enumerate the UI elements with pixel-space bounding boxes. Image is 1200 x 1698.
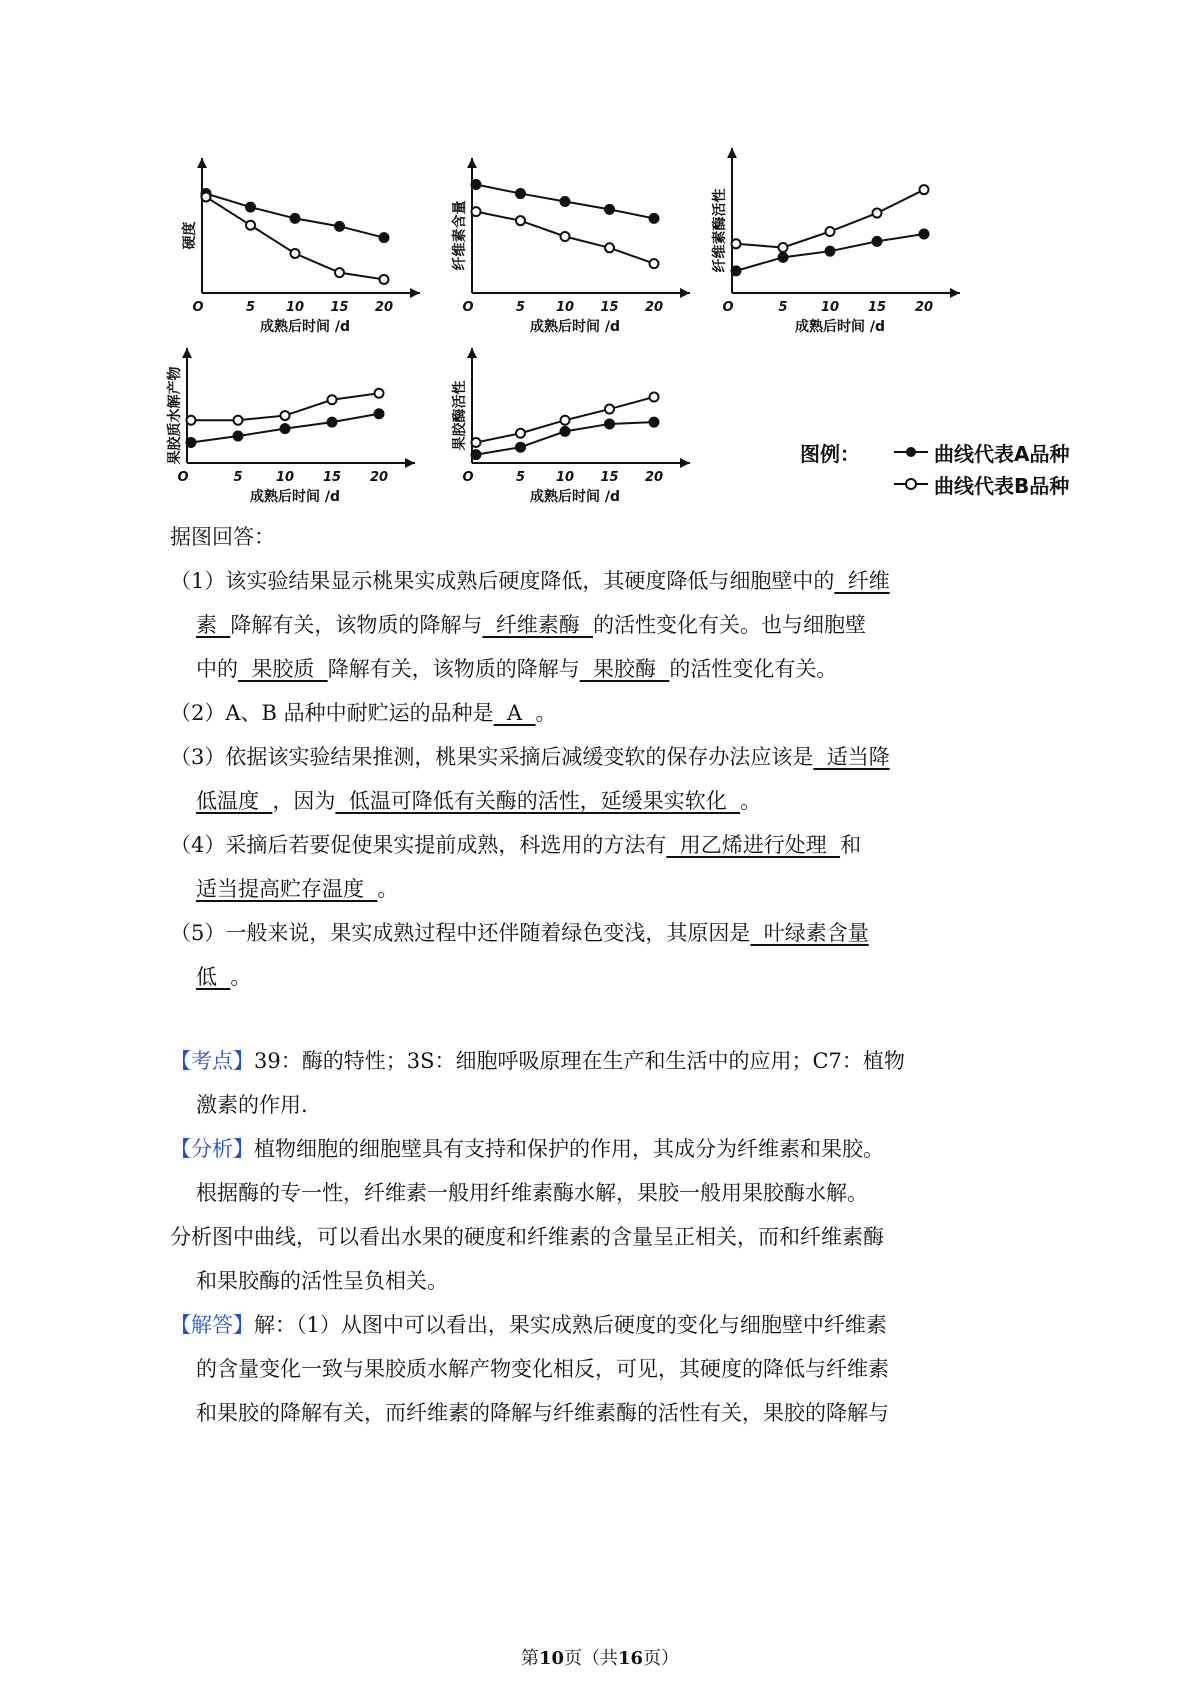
tick-label: 10 (275, 470, 295, 485)
x-axis-label: 成熟后时间 /d (529, 319, 621, 335)
tick-label: 20 (644, 300, 664, 315)
tick-label: 10 (820, 300, 840, 315)
data-point-a (187, 438, 196, 447)
x-axis-label: 成熟后时间 /d (794, 319, 886, 335)
tick-label: 10 (555, 300, 575, 315)
tick-label-origin: O (177, 470, 189, 485)
data-point-a (234, 432, 243, 441)
data-point-b (605, 405, 614, 414)
tick-label: 5 (515, 470, 526, 485)
data-point-a (281, 424, 290, 433)
tick-label: 5 (245, 300, 256, 315)
x-axis-label: 成熟后时间 /d (529, 489, 621, 505)
data-point-b (472, 207, 481, 216)
fenxi-tag: 【分析】 (170, 1137, 254, 1161)
y-axis-label: 果胶酶活性 (452, 380, 468, 451)
data-point-b (472, 438, 481, 447)
legend-filled-dot-icon (894, 445, 928, 459)
data-point-a (605, 205, 614, 214)
fenxi-line2: 根据酶的专一性，纤维素一般用纤维素酶水解，果胶一般用果胶酶水解。 (196, 1181, 868, 1205)
legend-open-dot-icon (894, 477, 928, 491)
data-point-a (650, 214, 659, 223)
data-point-b (826, 227, 835, 236)
y-axis-arrow-icon (467, 348, 477, 358)
jieda-line3: 和果胶的降解有关，而纤维素的降解与纤维素酶的活性有关，果胶的降解与 (196, 1401, 889, 1425)
tick-label-origin: O (462, 300, 474, 315)
q4-line1: （4）采摘后若要促使果实提前成熟，科选用的方法有 用乙烯进行处理 和 (170, 833, 862, 857)
data-point-a (375, 409, 384, 418)
x-axis-arrow-icon (680, 458, 690, 468)
data-point-b (561, 232, 570, 241)
data-point-b (291, 249, 300, 258)
data-point-b (375, 389, 384, 398)
jieda-line2: 的含量变化一致与果胶质水解产物变化相反，可见，其硬度的降低与纤维素 (196, 1357, 889, 1381)
data-point-b (650, 259, 659, 268)
tick-label: 10 (285, 300, 305, 315)
q2-line: （2）A、B 品种中耐贮运的品种是 A 。 (170, 701, 557, 725)
data-point-a (561, 197, 570, 206)
data-point-a (605, 419, 614, 428)
y-axis-arrow-icon (467, 158, 477, 168)
chart-cellulase-activity (710, 140, 980, 345)
data-point-b (281, 411, 290, 420)
x-axis-label: 成熟后时间 /d (249, 489, 341, 505)
data-point-a (291, 214, 300, 223)
tick-label: 20 (369, 470, 389, 485)
data-point-a (561, 427, 570, 436)
fenxi-line4: 和果胶酶的活性呈负相关。 (196, 1269, 448, 1293)
jieda-line1: 【解答】解：（1）从图中可以看出，果实成熟后硬度的变化与细胞壁中纤维素 (170, 1313, 887, 1337)
q5-line2: 低 。 (196, 965, 252, 989)
q4-line2: 适当提高贮存温度 。 (196, 877, 399, 901)
q1-line3: 中的 果胶质 降解有关，该物质的降解与 果胶酶 的活性变化有关。 (196, 657, 838, 681)
chart-pectin-hydrolysis (165, 340, 435, 515)
intro: 据图回答： (170, 525, 275, 549)
q1-line2: 素 降解有关，该物质的降解与 纤维素酶 的活性变化有关。也与细胞壁 (196, 613, 867, 637)
y-axis-arrow-icon (182, 348, 192, 358)
chart-cellulose-content (450, 150, 710, 345)
data-point-a (335, 222, 344, 231)
x-axis-arrow-icon (680, 288, 690, 298)
data-point-a (516, 189, 525, 198)
tick-label-origin: O (192, 300, 204, 315)
legend-title: 图例： (800, 441, 860, 466)
page-footer: 第10页（共16页） (520, 1648, 680, 1669)
data-point-b (516, 429, 525, 438)
legend-b-label: 曲线代表B品种 (934, 473, 1070, 498)
series-line-b (206, 197, 384, 279)
data-point-b (605, 243, 614, 252)
q1-line1: （1）该实验结果显示桃果实成熟后硬度降低，其硬度降低与细胞壁中的 纤维 (170, 569, 890, 593)
kaodian-tag: 【考点】 (170, 1049, 254, 1073)
data-point-b (335, 268, 344, 277)
jieda-tag: 【解答】 (170, 1313, 254, 1337)
data-point-a (472, 180, 481, 189)
data-point-b (246, 221, 255, 230)
y-axis-label: 纤维素酶活性 (712, 188, 728, 273)
kaodian-line2: 激素的作用. (196, 1093, 308, 1117)
data-point-a (328, 418, 337, 427)
data-point-a (516, 443, 525, 452)
q3-line1: （3）依据该实验结果推测，桃果实采摘后减缓变软的保存办法应该是 适当降 (170, 745, 890, 769)
data-point-b (873, 209, 882, 218)
q5-line1: （5）一般来说，果实成熟过程中还伴随着绿色变浅，其原因是 叶绿素含量 (170, 921, 869, 945)
data-point-b (328, 395, 337, 404)
kaodian-line1: 【考点】39：酶的特性；3S：细胞呼吸原理在生产和生活中的应用；C7：植物 (170, 1049, 905, 1073)
tick-label: 15 (600, 300, 619, 315)
tick-label: 20 (914, 300, 934, 315)
data-point-a (650, 418, 659, 427)
data-point-b (516, 216, 525, 225)
x-axis-arrow-icon (410, 288, 420, 298)
y-axis-label: 硬度 (182, 221, 198, 250)
chart-pectinase-activity (450, 340, 710, 515)
tick-label: 20 (644, 470, 664, 485)
data-point-b (561, 416, 570, 425)
data-point-a (826, 247, 835, 256)
data-point-b (650, 392, 659, 401)
chart-hardness (180, 150, 440, 345)
data-point-a (472, 450, 481, 459)
fenxi-line3: 分析图中曲线，可以看出水果的硬度和纤维素的含量呈正相关，而和纤维素酶 (170, 1225, 884, 1249)
data-point-b (732, 239, 741, 248)
x-axis-label: 成熟后时间 /d (259, 319, 351, 335)
tick-label: 5 (515, 300, 526, 315)
y-axis-label: 果胶质水解产物 (167, 366, 183, 465)
tick-label-origin: O (462, 470, 474, 485)
tick-label: 15 (330, 300, 349, 315)
x-axis-arrow-icon (405, 458, 415, 468)
y-axis-arrow-icon (727, 148, 737, 158)
data-point-a (732, 266, 741, 275)
y-axis-arrow-icon (197, 158, 207, 168)
data-point-b (920, 185, 929, 194)
tick-label: 15 (322, 470, 342, 485)
data-point-b (187, 416, 196, 425)
tick-label: 20 (374, 300, 394, 315)
data-point-a (380, 233, 389, 242)
tick-label: 15 (600, 470, 619, 485)
legend-a-label: 曲线代表A品种 (934, 441, 1070, 466)
data-point-b (380, 275, 389, 284)
data-point-b (779, 243, 788, 252)
tick-label: 15 (867, 300, 887, 315)
data-point-a (873, 237, 882, 246)
data-point-a (920, 229, 929, 238)
data-point-a (779, 253, 788, 262)
data-point-b (202, 192, 211, 201)
data-point-b (234, 416, 243, 425)
data-point-a (246, 203, 255, 212)
fenxi-line1: 【分析】植物细胞的细胞壁具有支持和保护的作用，其成分为纤维素和果胶。 (170, 1137, 884, 1161)
x-axis-arrow-icon (950, 288, 960, 298)
y-axis-label: 纤维素含量 (452, 200, 468, 271)
legend (800, 436, 1069, 500)
q3-line2: 低温度 ，因为 低温可降低有关酶的活性，延缓果实软化 。 (196, 789, 762, 813)
tick-label-origin: O (722, 300, 734, 315)
tick-label: 5 (233, 470, 243, 485)
tick-label: 5 (778, 300, 788, 315)
tick-label: 10 (555, 470, 575, 485)
